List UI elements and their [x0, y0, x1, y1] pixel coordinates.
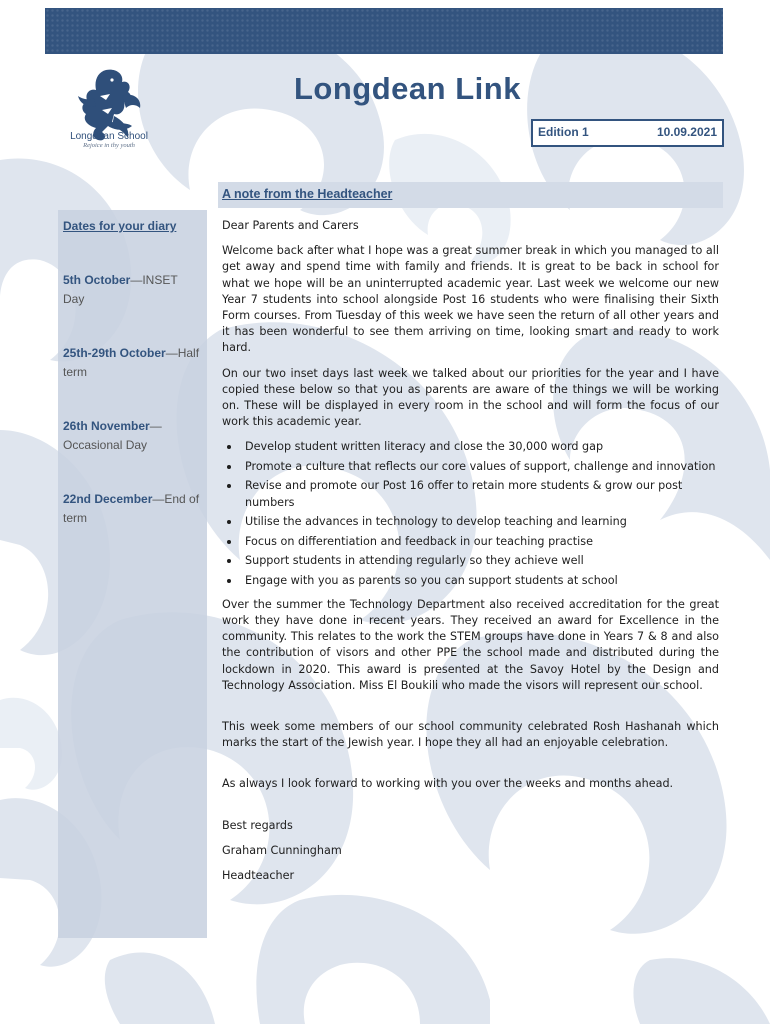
- headteacher-letter: [222, 218, 719, 893]
- letter-paragraph: This week some members of our school community celebrated Rosh Hashanah which marks the start of the Jewish year. I hope they all had an enjoyable celebration.: [222, 720, 719, 750]
- signoff: Best regards: [222, 818, 293, 832]
- diary-entry: [63, 271, 201, 309]
- priority-item: Support students in attending regularly so they achieve well: [222, 553, 719, 569]
- diary-entry: [63, 417, 201, 455]
- letter-paragraph: On our two inset days last week we talked about our priorities for the year and I have copied these below so that you as parents are aware of the things we will be working on. These will be displayed in every room in the school and will form the focus of our work this academic year.: [222, 366, 719, 429]
- diary-entry-event: —Occasional Day: [63, 419, 162, 452]
- diary-sidebar: [58, 210, 207, 938]
- diary-entry-date: 26th November: [63, 419, 150, 433]
- diary-entry-event: —INSET Day: [63, 273, 178, 306]
- diary-entry-date: 25th-29th October: [63, 346, 166, 360]
- priority-item: Promote a culture that reflects our core values of support, challenge and innovation: [222, 459, 719, 475]
- priority-item: Develop student written literacy and close the 30,000 word gap: [222, 439, 719, 455]
- edition-box: [531, 119, 724, 147]
- logo-motto: Rejoice in thy youth: [83, 142, 135, 149]
- article-heading-band: [218, 182, 723, 208]
- priorities-list: [222, 439, 719, 588]
- salutation: Dear Parents and Carers: [222, 219, 359, 232]
- edition-date: 10.09.2021: [656, 125, 717, 139]
- diary-entry-date: 5th October: [63, 273, 131, 287]
- priority-item: Focus on differentiation and feedback in our teaching practise: [222, 534, 719, 550]
- header-banner: [45, 8, 723, 54]
- priority-item: Engage with you as parents so you can support students at school: [222, 573, 719, 589]
- article-heading: A note from the Headteacher: [222, 187, 393, 201]
- diary-entry-event: —Half term: [63, 346, 200, 379]
- letter-paragraph: Over the summer the Technology Department also received accreditation for the great work they have done in recent years. They received an award for Excellence in the community. This relates to the work the STEM groups have done in Years 7 & 8 and also the contribution of visors and other PPE the school made and distributed during the lockdown in 2020. This award is presented at the Savoy Hotel by the Design and Technology Association. Miss El Boukili who made the visors will represent our school.: [222, 597, 719, 692]
- signature-name: Graham Cunningham: [222, 843, 342, 857]
- diary-entry-event: —End of term: [63, 492, 200, 525]
- priority-item: Revise and promote our Post 16 offer to retain more students & grow our post numbers: [222, 478, 719, 510]
- letter-paragraph: Welcome back after what I hope was a great summer break in which you managed to all get away and spend time with family and friends. It is great to be back in school for what we hope will be an uninterrupted academic year. Last week we welcome our new Year 7 students into school alongside Post 16 students who were finalising their Sixth Form courses. From Tuesday of this week we have seen the return of all other years and it has been wonderful to see them arriving on time, looking smart and ready to work hard.: [222, 244, 719, 355]
- priority-item: Utilise the advances in technology to develop teaching and learning: [222, 514, 719, 530]
- diary-sidebar-title: Dates for your diary: [63, 219, 177, 233]
- logo-school-name: Longdean School: [70, 131, 148, 142]
- letter-paragraph: As always I look forward to working with you over the weeks and months ahead.: [222, 777, 674, 791]
- newsletter-title: Longdean Link: [294, 71, 521, 106]
- diary-entry: [63, 490, 201, 528]
- edition-label: Edition 1: [538, 125, 589, 139]
- signature-role: Headteacher: [222, 869, 295, 883]
- diary-entry-date: 22nd December: [63, 492, 153, 506]
- diary-entry: [63, 344, 201, 382]
